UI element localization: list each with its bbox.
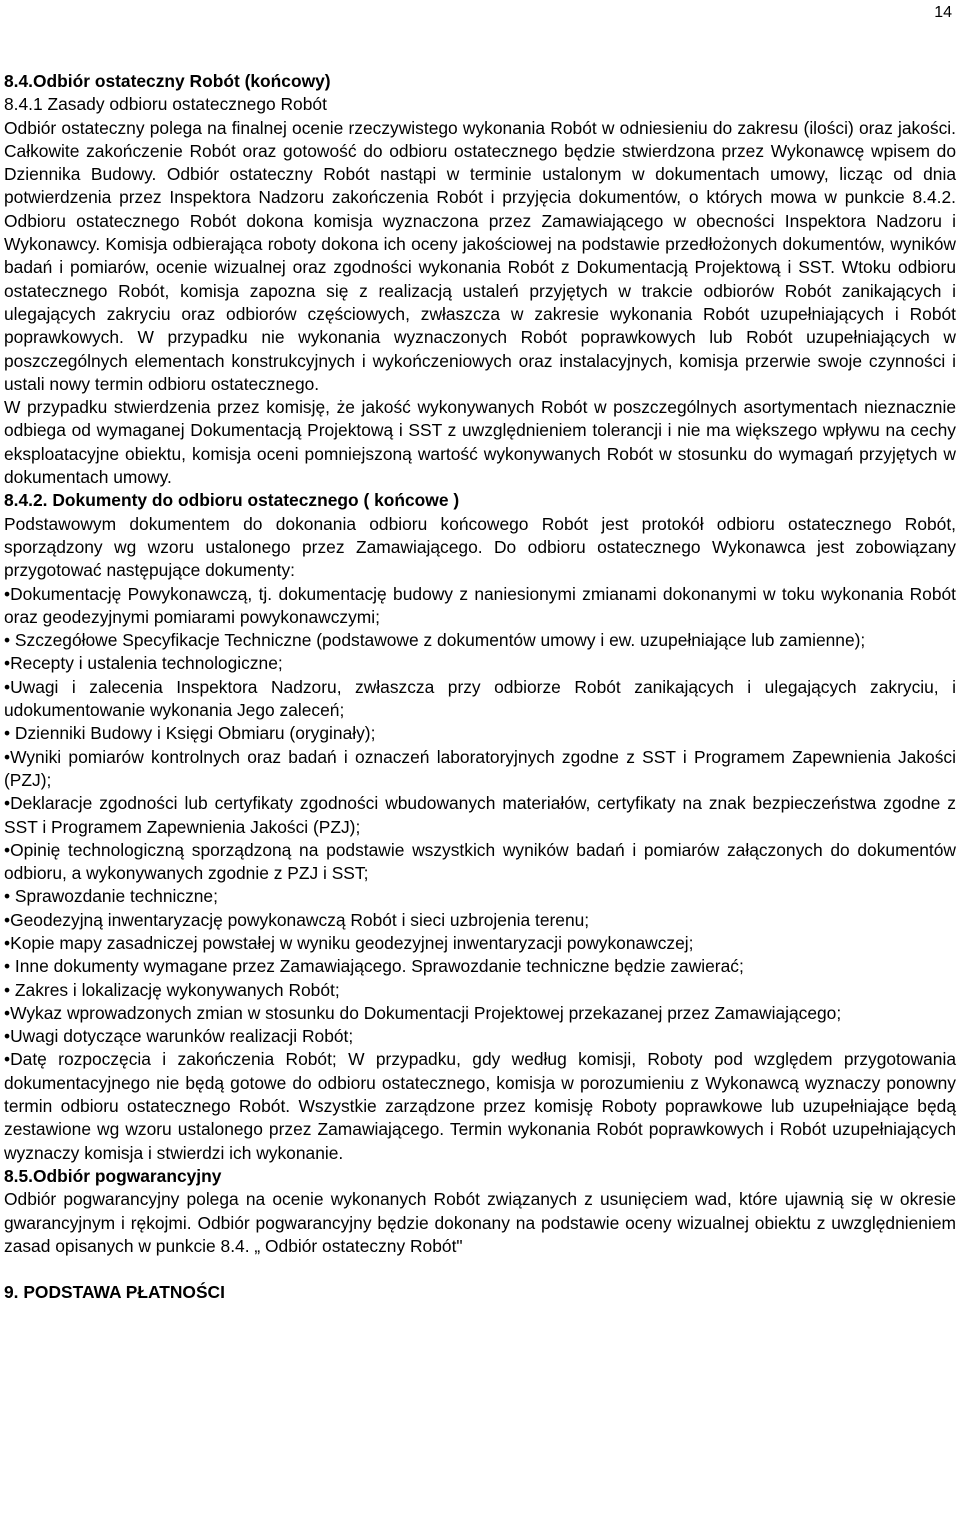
list-item: •Wykaz wprowadzonych zmian w stosunku do Dokumentacji Projektowej przekazanej przez Zamawiającego;	[4, 1002, 842, 1023]
documents-list	[4, 583, 956, 1165]
paragraph-documents-intro: Podstawowym dokumentem do dokonania odbioru końcowego Robót jest protokół odbioru ostatecznego Robót, sporządzony wg wzoru ustalonego przez Zamawiającego. Do odbioru ostatecznego Wykonawca jest zobowiązany przygotować następujące dokumenty:	[4, 513, 956, 581]
paragraph-post-warranty: Odbiór pogwarancyjny polega na ocenie wykonanych Robót związanych z usunięciem wad, które ujawnią się w okresie gwarancyjnym i rękojmi. Odbiór pogwarancyjny będzie dokonany na podstawie oceny wizualnej obiektu z uwzględnieniem zasad opisanych w punkcie 8.4. „ Odbiór ostateczny Robót"	[4, 1189, 956, 1256]
list-item: • Szczegółowe Specyfikacje Techniczne (podstawowe z dokumentów umowy i ew. uzupełniające lub zamienne);	[4, 630, 866, 651]
blank-line	[4, 1258, 956, 1281]
list-item: •Geodezyjną inwentaryzację powykonawczą Robót i sieci uzbrojenia terenu;	[4, 909, 590, 930]
list-item: •Datę rozpoczęcia i zakończenia Robót; W przypadku, gdy według komisji, Roboty pod względem przygotowania dokumentacyjnego nie będą gotowe do odbioru ostatecznego, komisja w porozumieniu z Wykonawcą wyznaczy ponowny termin odbioru ostatecznego Robót. Wszystkie zarządzone przez komisję Roboty poprawkowe lub uzupełniające będą zestawione wg wzoru ustalonego przez Zamawiającego. Termin wykonania Robót poprawkowych i Robót uzupełniających wyznaczy komisja i stwierdzi ich wykonanie.	[4, 1049, 956, 1163]
page-number: 14	[934, 4, 952, 21]
section-heading-8-4-1: 8.4.1 Zasady odbioru ostatecznego Robót	[4, 94, 327, 115]
list-item: • Zakres i lokalizację wykonywanych Robót;	[4, 979, 340, 1000]
document-body	[4, 70, 956, 1304]
section-heading-8-5: 8.5.Odbiór pogwarancyjny	[4, 1165, 222, 1186]
list-item: •Uwagi i zalecenia Inspektora Nadzoru, zwłaszcza przy odbiorze Robót zanikających i ulegających zakryciu, i udokumentowanie wykonania Jego zaleceń;	[4, 676, 956, 721]
section-heading-8-4: 8.4.Odbiór ostateczny Robót (końcowy)	[4, 71, 331, 91]
paragraph-final-acceptance: Odbiór ostateczny polega na finalnej ocenie rzeczywistego wykonania Robót w odniesieniu do zakresu (ilości) oraz jakości. Całkowite zakończenie Robót oraz gotowość do odbioru ostatecznego będzie stwierdzona przez Wykonawcę wpisem do Dziennika Budowy. Odbiór ostateczny Robót nastąpi w terminie ustalonym w dokumentach umowy, licząc od dnia potwierdzenia przez Inspektora Nadzoru zakończenia Robót i przyjęcia dokumentów, o których mowa w punkcie 8.4.2. Odbioru ostatecznego Robót dokona komisja wyznaczona przez Zamawiającego w obecności Inspektora Nadzoru i Wykonawcy. Komisja odbierająca roboty dokona ich oceny jakościowej na podstawie przedłożonych dokumentów, wyników badań i pomiarów, ocenie wizualnej oraz zgodności wykonania Robót z Dokumentacją Projektową i SST. Wtoku odbioru ostatecznego Robót, komisja zapozna się z realizacją ustaleń przyjętych w trakcie odbiorów Robót zanikających i ulegających zakryciu oraz odbiorów częściowych, zwłaszcza w zakresie wykonania Robót uzupełniających i Robót poprawkowych. W przypadku nie wykonania wyznaczonych Robót poprawkowych lub Robót uzupełniających w poszczególnych elementach konstrukcyjnych i wykończeniowych oraz instalacyjnych, komisja przerwie swoje czynności i ustali nowy termin odbioru ostatecznego.	[4, 117, 956, 394]
section-heading-9: 9. PODSTAWA PŁATNOŚCI	[4, 1282, 225, 1303]
list-item: •Kopie mapy zasadniczej powstałej w wyniku geodezyjnej inwentaryzacji powykonawczej;	[4, 932, 694, 953]
list-item: •Deklaracje zgodności lub certyfikaty zgodności wbudowanych materiałów, certyfikaty na znak bezpieczeństwa zgodne z SST i Programem Zapewnienia Jakości (PZJ);	[4, 793, 956, 837]
list-item: •Wyniki pomiarów kontrolnych oraz badań i oznaczeń laboratoryjnych zgodne z SST i Programem Zapewnienia Jakości (PZJ);	[4, 746, 956, 790]
list-item: •Dokumentację Powykonawczą, tj. dokumentację budowy z naniesionymi zmianami dokonanymi w toku wykonania Robót oraz geodezyjnymi pomiarami powykonawczymi;	[4, 583, 956, 627]
list-item: •Opinię technologiczną sporządzoną na podstawie wszystkich wyników badań i pomiarów załączonych do dokumentów odbioru, a wykonywanych zgodnie z PZJ i SST;	[4, 839, 956, 884]
paragraph-quality-deviation: W przypadku stwierdzenia przez komisję, że jakość wykonywanych Robót w poszczególnych asortymentach nieznacznie odbiega od wymaganej Dokumentacją Projektową i SST z uwzględnieniem tolerancji i nie ma większego wpływu na cechy eksploatacyjne obiektu, komisja oceni pomniejszoną wartość wykonywanych Robót w stosunku do wymagań przyjętych w dokumentach umowy.	[4, 397, 956, 488]
list-item: • Sprawozdanie techniczne;	[4, 886, 218, 907]
list-item: •Recepty i ustalenia technologiczne;	[4, 653, 283, 674]
list-item: • Dzienniki Budowy i Księgi Obmiaru (oryginały);	[4, 723, 376, 744]
list-item: • Inne dokumenty wymagane przez Zamawiającego. Sprawozdanie techniczne będzie zawierać;	[4, 956, 744, 977]
list-item: •Uwagi dotyczące warunków realizacji Robót;	[4, 1026, 354, 1047]
section-heading-8-4-2: 8.4.2. Dokumenty do odbioru ostatecznego ( końcowe )	[4, 490, 460, 511]
